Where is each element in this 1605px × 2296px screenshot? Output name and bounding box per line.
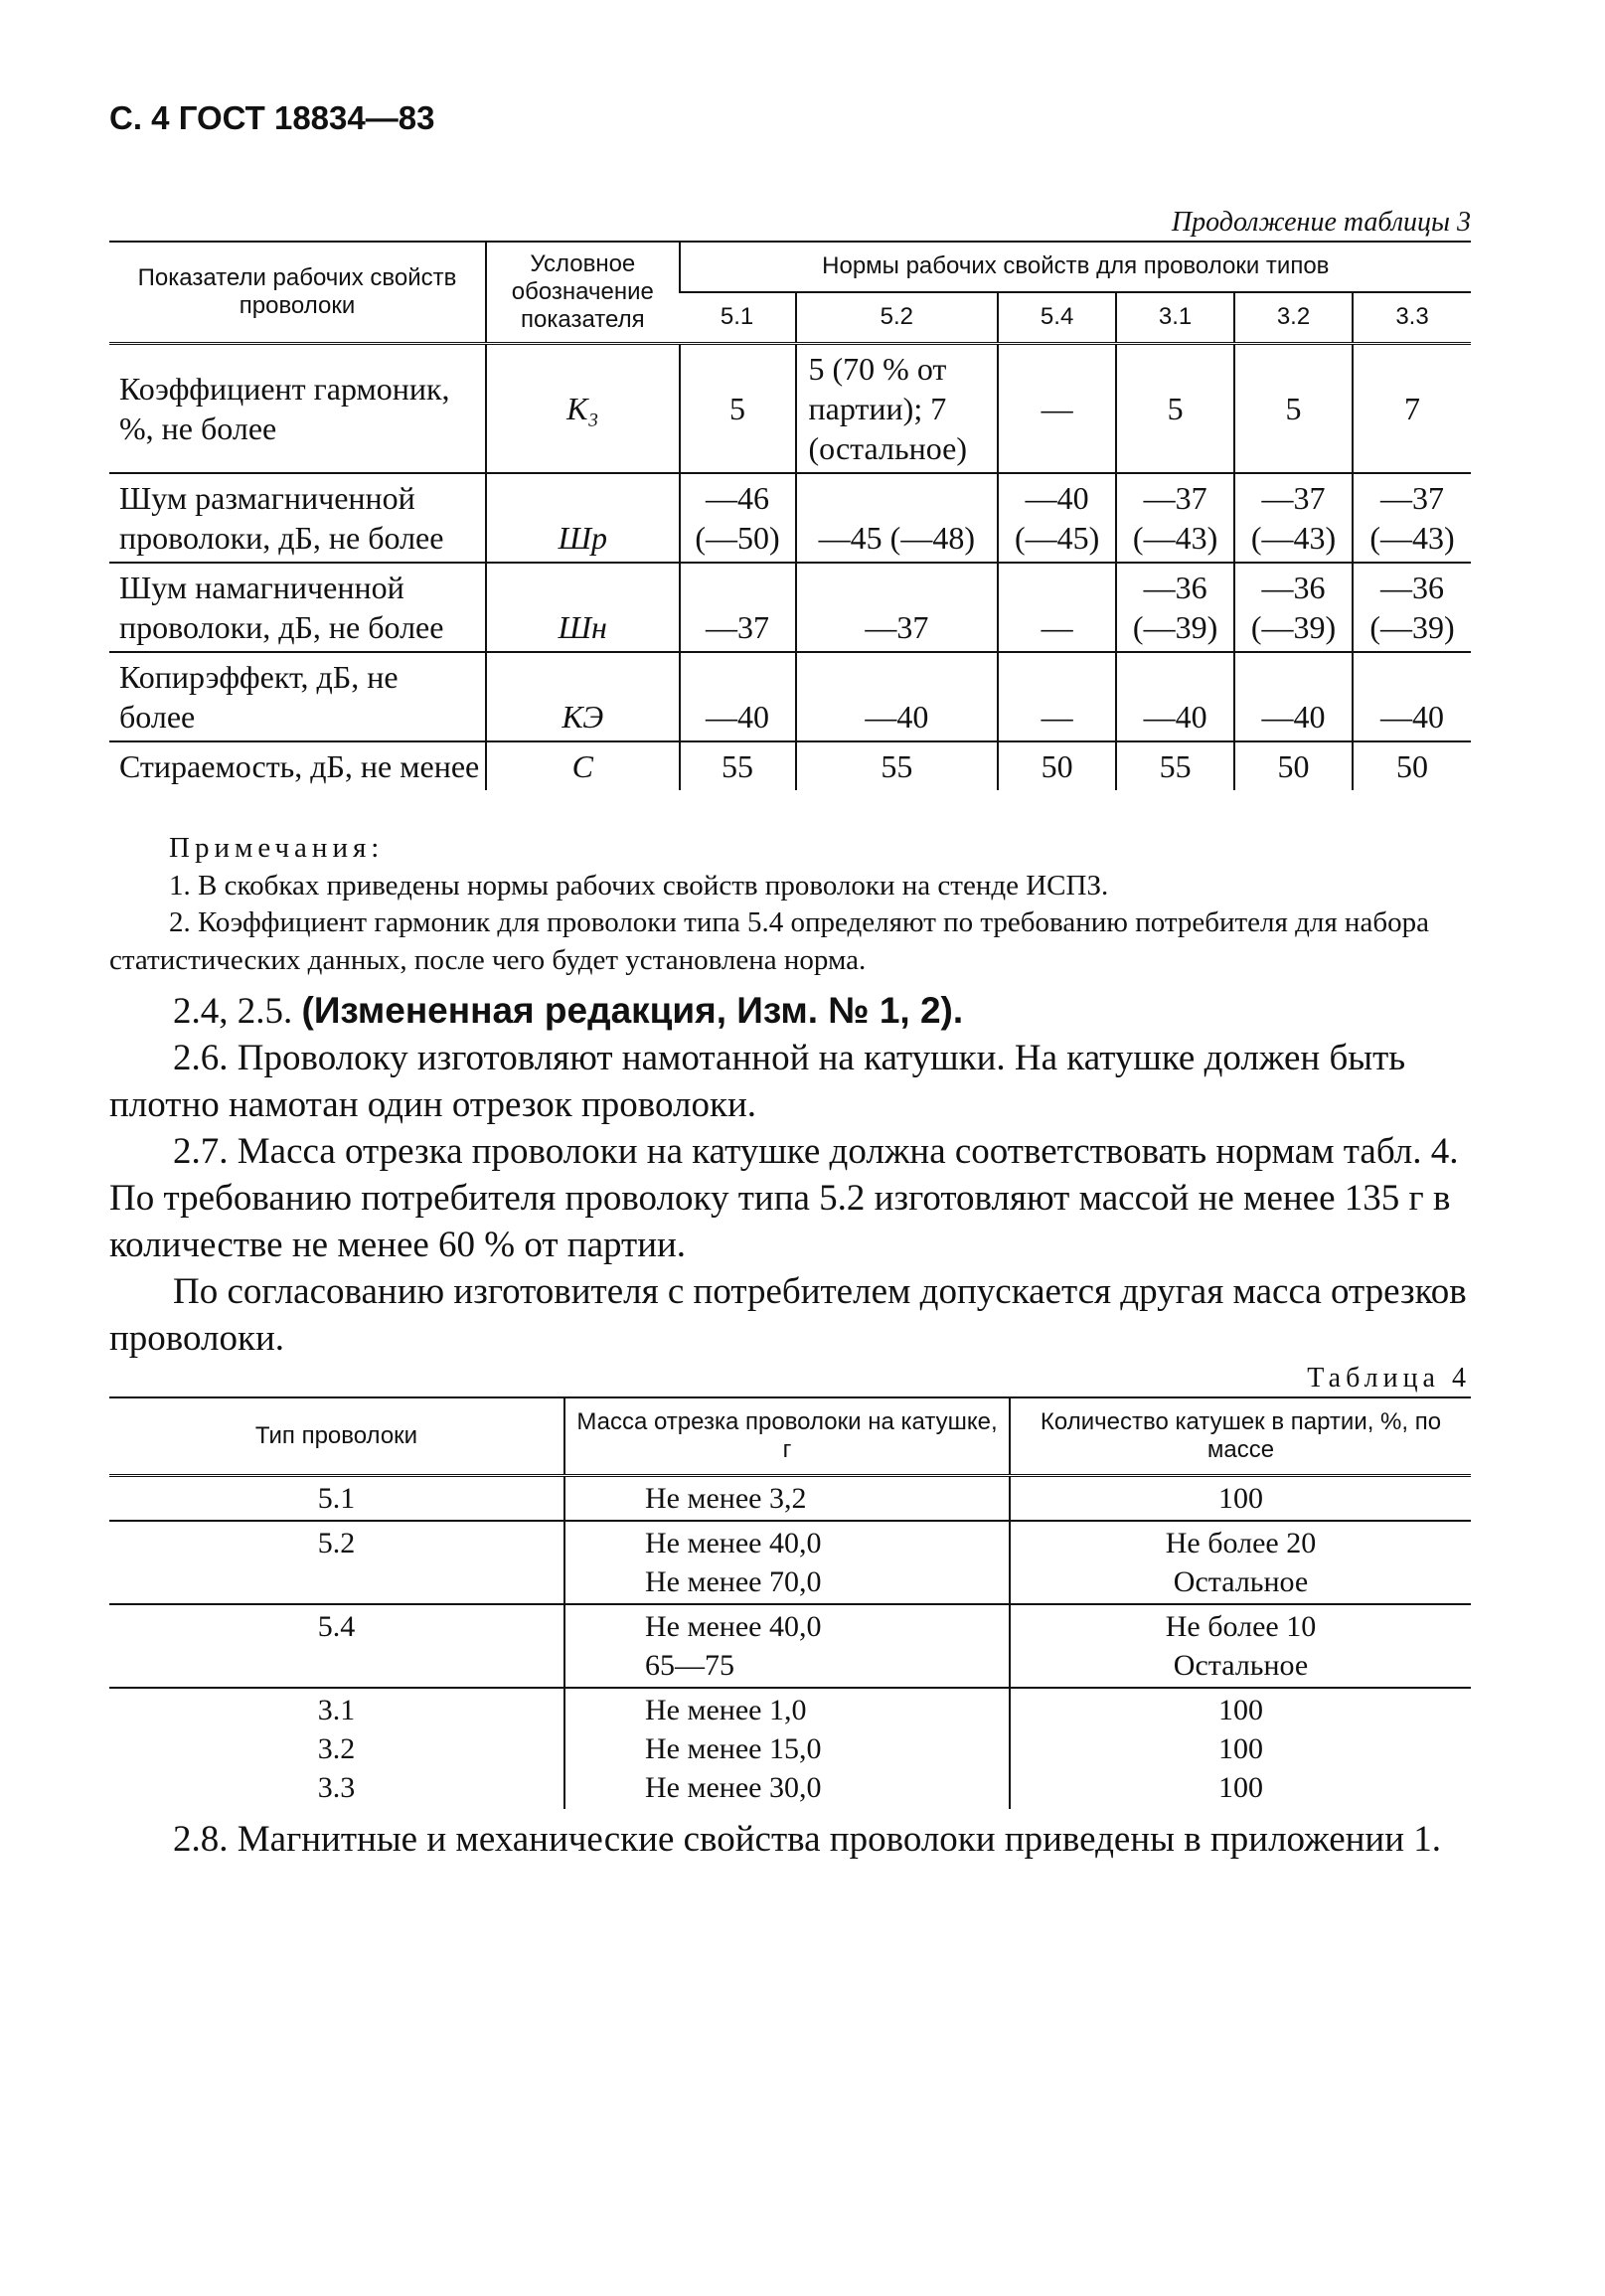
type-cell [109,1688,564,1809]
symbol-cell: Шн [486,563,680,652]
table-4 [109,1396,1471,1809]
table-row [109,1521,1471,1604]
value-cell: —40 [680,652,796,741]
type-line: 3.1 [317,1693,356,1726]
qty-line: 100 [1218,1693,1263,1726]
mass-cell [564,1604,1010,1688]
mass-cell [564,1688,1010,1809]
qty-cell [1010,1521,1471,1604]
paragraph-2-7: 2.7. Масса отрезка проволоки на катушке должна соответствовать нормам табл. 4. По требованию потребителя проволоку типа 5.2 изготовляют массой не менее 135 г в количестве не менее 60 % от партии. [109,1130,1459,1265]
qty-cell [1010,1604,1471,1688]
symbol-cell: КЭ [486,652,680,741]
paragraph-2-8: 2.8. Магнитные и механические свойства проволоки приведены в приложении 1. [173,1818,1442,1860]
qty-line: Остальное [1173,1648,1309,1682]
type-line: 3.3 [317,1770,356,1804]
header-mass: Масса отрезка проволоки на катушке, г [564,1397,1010,1476]
header-symbol: Условное обозначение показателя [486,242,680,344]
table4-caption: Таблица 4 [1307,1362,1471,1394]
header-type: 3.3 [1353,292,1471,344]
value-cell: —40 (—45) [998,473,1116,563]
header-property: Показатели рабочих свойств проволоки [109,242,486,344]
note-item: 1. В скобках приведены нормы рабочих свойств проволоки на стенде ИСПЗ. [169,869,1109,902]
body-text [109,988,1471,1363]
table-row [109,652,1471,741]
value-cell: —37 [796,563,999,652]
type-line: 5.4 [317,1609,356,1643]
value-cell: 7 [1353,344,1471,474]
value-cell: —37 (—43) [1353,473,1471,563]
qty-line: 100 [1218,1770,1263,1804]
header-type: 5.1 [680,292,796,344]
qty-cell [1010,1688,1471,1809]
symbol-cell: К₃ [486,344,680,474]
value-cell: —36 (—39) [1116,563,1234,652]
value-cell: —40 [1234,652,1353,741]
type-cell [109,1475,564,1521]
table-row [109,1688,1471,1809]
property-cell: Копирэффект, дБ, не более [109,652,486,741]
symbol-cell: С [486,741,680,790]
type-line: 5.1 [317,1481,356,1515]
header-type: 5.4 [998,292,1116,344]
property-cell: Стираемость, дБ, не менее [109,741,486,790]
revision-note: (Измененная редакция, Изм. № 1, 2). [301,989,964,1031]
value-cell: —46 (—50) [680,473,796,563]
paragraph-2-4 [109,988,1471,1036]
value-cell: —37 [680,563,796,652]
value-cell: —36 (—39) [1353,563,1471,652]
notes [109,830,1471,980]
header-norms: Нормы рабочих свойств для проволоки типов [680,242,1471,292]
type-line: 3.2 [317,1731,356,1765]
value-cell: — [998,652,1116,741]
property-cell: Шум размагниченной проволоки, дБ, не более [109,473,486,563]
value-cell: — [998,344,1116,474]
header-type: 3.1 [1116,292,1234,344]
table-3 [109,241,1471,790]
value-cell: 55 [680,741,796,790]
type-line: 5.2 [317,1526,356,1559]
value-cell: —37 (—43) [1234,473,1353,563]
qty-line: 100 [1218,1481,1263,1515]
qty-line: Остальное [1173,1564,1309,1598]
value-cell: —40 [1353,652,1471,741]
mass-line: Не менее 30,0 [645,1770,822,1804]
value-cell: — [998,563,1116,652]
type-cell [109,1521,564,1604]
table4-body [109,1475,1471,1809]
mass-line: Не менее 40,0 [645,1609,822,1643]
mass-line: Не менее 70,0 [645,1564,822,1598]
mass-cell [564,1475,1010,1521]
value-cell: 5 (70 % от партии); 7 (остальное) [796,344,999,474]
property-cell: Шум намагниченной проволоки, дБ, не более [109,563,486,652]
property-cell: Коэффициент гармоник, %, не более [119,371,450,446]
body-text-2 [109,1817,1471,1864]
paragraph-number: 2.4, 2.5. [173,990,293,1032]
table3-caption: Продолжение таблицы 3 [1171,207,1471,238]
mass-cell [564,1521,1010,1604]
notes-title: Примечания: [169,832,385,864]
value-cell: —45 (—48) [796,473,999,563]
type-cell [109,1604,564,1688]
table-row [109,741,1471,790]
value-cell: —40 [796,652,999,741]
mass-line: Не менее 1,0 [645,1693,807,1726]
qty-line: Не более 20 [1165,1526,1317,1559]
header-qty: Количество катушек в партии, %, по массе [1010,1397,1471,1476]
value-cell: —40 [1116,652,1234,741]
table-row [109,1604,1471,1688]
header-type: 5.2 [796,292,999,344]
paragraph-2-6: 2.6. Проволоку изготовляют намотанной на катушки. На катушке должен быть плотно намотан один отрезок проволоки. [109,1037,1406,1125]
header-type: Тип проволоки [109,1397,564,1476]
qty-cell [1010,1475,1471,1521]
value-cell: 5 [1234,344,1353,474]
table-row [109,473,1471,563]
paragraph-2-7-b: По согласованию изготовителя с потребителем допускается другая масса отрезков проволоки. [109,1270,1467,1359]
value-cell: 50 [1234,741,1353,790]
value-cell: 55 [796,741,999,790]
table-row [109,1475,1471,1521]
document-page [109,99,1471,1864]
symbol-cell: Шр [486,473,680,563]
table-row [109,563,1471,652]
header-type: 3.2 [1234,292,1353,344]
page-header: С. 4 ГОСТ 18834—83 [109,99,435,136]
table-row [109,344,1471,474]
value-cell: —36 (—39) [1234,563,1353,652]
qty-line: 100 [1218,1731,1263,1765]
value-cell: 5 [680,344,796,474]
value-cell: 50 [1353,741,1471,790]
mass-line: Не менее 3,2 [645,1481,807,1515]
mass-line: Не менее 15,0 [645,1731,822,1765]
value-cell: 5 [1116,344,1234,474]
value-cell: 50 [998,741,1116,790]
note-item: 2. Коэффициент гармоник для проволоки типа 5.4 определяют по требованию потребителя для набора статистических данных, после чего будет установлена норма. [109,906,1429,977]
value-cell: —37 (—43) [1116,473,1234,563]
qty-line: Не более 10 [1165,1609,1317,1643]
value-cell: 55 [1116,741,1234,790]
mass-line: Не менее 40,0 [645,1526,822,1559]
mass-line: 65—75 [645,1648,734,1682]
